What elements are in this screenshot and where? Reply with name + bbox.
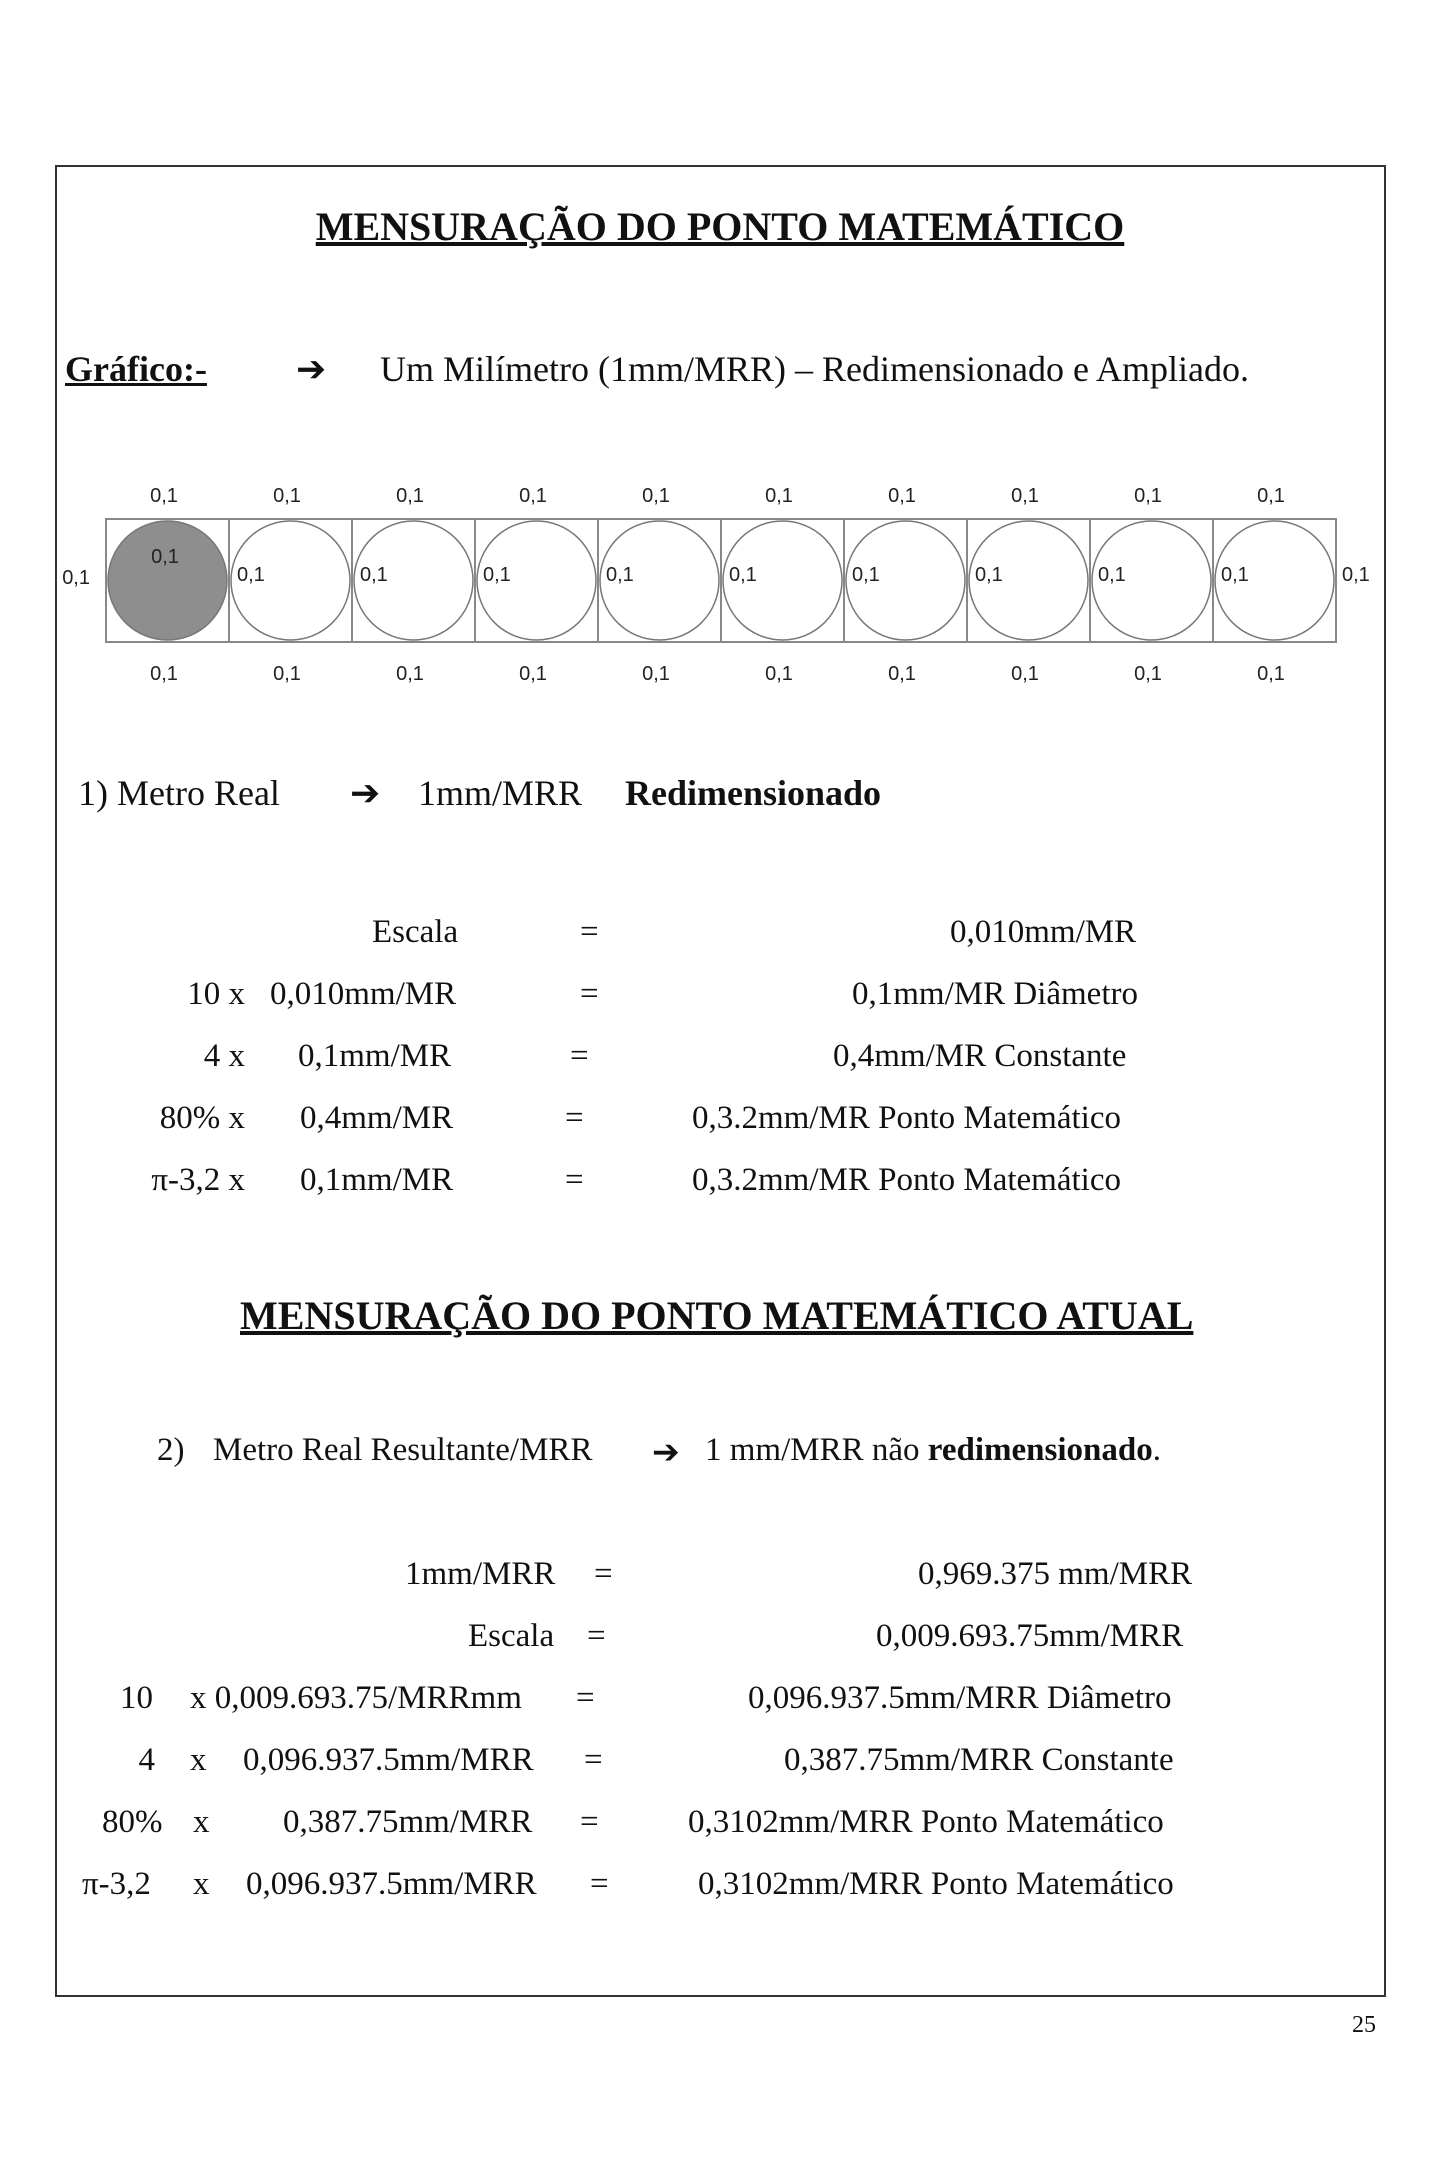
page-number: 25 — [1352, 2012, 1376, 2038]
arrow-icon: ➔ — [652, 1435, 680, 1471]
top-label: 0,1 — [1011, 485, 1039, 507]
millimeter-diagram — [0, 0, 1440, 720]
s1-row-3-left: 4 x — [203, 1038, 245, 1074]
s2-row-1-eq: = — [594, 1556, 613, 1592]
s2-row-1-right: 0,969.375 mm/MRR — [918, 1556, 1193, 1592]
grafico-label: Gráfico:- — [65, 349, 207, 389]
inner-label: 0,1 — [1221, 564, 1249, 586]
s1-row-5-right: 0,3.2mm/MR Ponto Matemático — [692, 1162, 1121, 1198]
s1-row-4-right: 0,3.2mm/MR Ponto Matemático — [692, 1100, 1121, 1136]
top-label: 0,1 — [150, 485, 178, 507]
bottom-label: 0,1 — [396, 663, 424, 685]
s1-row-2-eq: = — [580, 976, 599, 1012]
bottom-label: 0,1 — [150, 663, 178, 685]
section2-heading-num: 2) — [157, 1432, 185, 1468]
s2-row-4-x: x — [190, 1742, 207, 1778]
s2-row-5-mid: 0,387.75mm/MRR — [283, 1804, 533, 1840]
s2-row-4-right: 0,387.75mm/MRR Constante — [784, 1742, 1174, 1778]
s2-row-4-eq: = — [584, 1742, 603, 1778]
top-label: 0,1 — [1257, 485, 1285, 507]
s1-row-5-left: π-3,2 x — [151, 1162, 245, 1198]
grafico-description: Um Milímetro (1mm/MRR) – Redimensionado e Ampliado. — [380, 349, 1249, 389]
s2-row-5-eq: = — [580, 1804, 599, 1840]
bottom-label: 0,1 — [888, 663, 916, 685]
s1-row-1-left: Escala — [372, 914, 459, 950]
s1-row-4-left: 80% x — [159, 1100, 245, 1136]
s1-row-5-mid: 0,1mm/MR — [300, 1162, 454, 1198]
s1-row-3-right: 0,4mm/MR Constante — [833, 1038, 1127, 1074]
s1-row-2-left: 10 x — [187, 976, 245, 1012]
top-label: 0,1 — [765, 485, 793, 507]
section2-heading-bold: redimensionado — [927, 1432, 1153, 1468]
arrow-icon: ➔ — [296, 349, 327, 389]
s1-row-2-mid: 0,010mm/MR — [270, 976, 457, 1012]
s2-row-6-mid: 0,096.937.5mm/MRR — [246, 1866, 537, 1902]
top-label: 0,1 — [888, 485, 916, 507]
left-label: 0,1 — [62, 567, 90, 589]
s1-row-4-eq: = — [565, 1100, 584, 1136]
inner-label: 0,1 — [360, 564, 388, 586]
bottom-label: 0,1 — [1134, 663, 1162, 685]
s2-row-5-x: x — [193, 1804, 210, 1840]
s2-row-1-left: 1mm/MRR — [405, 1556, 556, 1592]
section2-heading-end: . — [1152, 1432, 1161, 1468]
section1-heading-mid: 1mm/MRR — [418, 773, 583, 813]
s1-row-4-mid: 0,4mm/MR — [300, 1100, 454, 1136]
top-label: 0,1 — [396, 485, 424, 507]
inner-label: 0,1 — [237, 564, 265, 586]
inner-label: 0,1 — [606, 564, 634, 586]
s2-row-3-right: 0,096.937.5mm/MRR Diâmetro — [748, 1680, 1172, 1716]
arrow-icon: ➔ — [350, 773, 381, 813]
s1-row-3-eq: = — [570, 1038, 589, 1074]
bottom-label: 0,1 — [1011, 663, 1039, 685]
s1-row-3-mid: 0,1mm/MR — [298, 1038, 452, 1074]
bottom-label: 0,1 — [519, 663, 547, 685]
inner-label: 0,1 — [1098, 564, 1126, 586]
right-label: 0,1 — [1342, 564, 1370, 586]
section2-heading-mid-text: 1 mm/MRR não — [705, 1432, 920, 1468]
s2-row-3-eq: = — [576, 1680, 595, 1716]
filled-circle — [108, 521, 227, 640]
s2-row-2-left: Escala — [468, 1618, 555, 1654]
top-label: 0,1 — [642, 485, 670, 507]
s2-row-5-num: 80% — [102, 1804, 163, 1840]
s2-row-6-x: x — [193, 1866, 210, 1902]
s2-row-5-right: 0,3102mm/MRR Ponto Matemático — [688, 1804, 1164, 1840]
section1-heading-prefix: 1) Metro Real — [78, 773, 280, 813]
inner-label: 0,1 — [151, 546, 179, 568]
s2-row-2-eq: = — [587, 1618, 606, 1654]
s2-row-6-eq: = — [590, 1866, 609, 1902]
bottom-label: 0,1 — [642, 663, 670, 685]
inner-label: 0,1 — [975, 564, 1003, 586]
s1-row-1-right: 0,010mm/MR — [950, 914, 1137, 950]
s2-row-3-num: 10 — [120, 1680, 153, 1716]
s2-row-2-right: 0,009.693.75mm/MRR — [876, 1618, 1184, 1654]
bottom-label: 0,1 — [1257, 663, 1285, 685]
s1-row-2-right: 0,1mm/MR Diâmetro — [852, 976, 1138, 1012]
s2-row-6-num: π-3,2 — [82, 1866, 151, 1902]
s2-row-4-mid: 0,096.937.5mm/MRR — [243, 1742, 534, 1778]
bottom-label: 0,1 — [765, 663, 793, 685]
section2-title: MENSURAÇÃO DO PONTO MATEMÁTICO ATUAL — [240, 1293, 1194, 1338]
inner-label: 0,1 — [483, 564, 511, 586]
s2-row-3-x: x 0,009.693.75/MRRmm — [190, 1680, 522, 1716]
s1-row-1-eq: = — [580, 914, 599, 950]
s1-row-5-eq: = — [565, 1162, 584, 1198]
page-title: MENSURAÇÃO DO PONTO MATEMÁTICO — [315, 204, 1125, 249]
section2-heading-text: Metro Real Resultante/MRR — [213, 1432, 593, 1468]
bottom-label: 0,1 — [273, 663, 301, 685]
section1-heading-bold: Redimensionado — [625, 773, 882, 813]
top-label: 0,1 — [1134, 485, 1162, 507]
top-label: 0,1 — [273, 485, 301, 507]
inner-label: 0,1 — [852, 564, 880, 586]
top-label: 0,1 — [519, 485, 547, 507]
inner-label: 0,1 — [729, 564, 757, 586]
section2-heading-mid — [705, 1432, 1161, 1469]
s2-row-4-num: 4 — [138, 1742, 155, 1778]
s2-row-6-right: 0,3102mm/MRR Ponto Matemático — [698, 1866, 1174, 1902]
